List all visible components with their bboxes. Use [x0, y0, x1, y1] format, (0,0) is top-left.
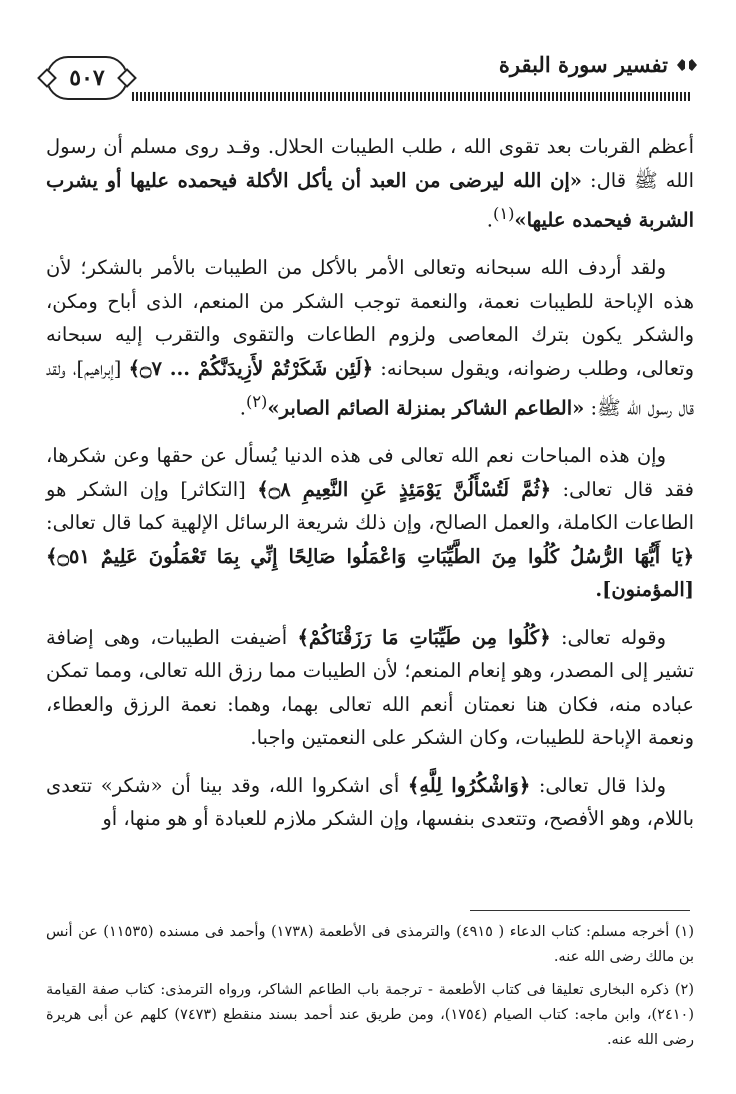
text: أى اشكروا الله، وقد بينا أن «شكر» تتعدى باللام، وهو الأفصح، وتتعدى بنفسها، وإن الشكر ملازم للعبادة أو هو منها، أو: [46, 773, 694, 830]
footnotes: [46, 920, 694, 1061]
running-title-text: تفسير سورة البقرة: [498, 52, 668, 77]
quran-verse: ﴿لَئِن شَكَرْتُمْ لأَزِيدَنَّكُمْ ... ۝٧﴾: [128, 356, 374, 380]
paragraph-2: [46, 251, 694, 425]
text: .: [239, 396, 246, 420]
header-rule: [132, 92, 692, 101]
hadith-quote: «إن الله ليرضى من العبد أن يأكل الأكلة فيحمده عليها أو يشرب الشربة فيحمده عليها»: [46, 168, 694, 232]
running-title: [499, 52, 698, 77]
quran-verse: ﴿يَا أَيُّهَا الرُّسُلُ كُلُوا مِنَ الطَّيِّبَاتِ وَاعْمَلُوا صَالِحًا إِنِّي بِمَا تَعْمَلُونَ عَلِيمٌ ۝٥١﴾: [46, 544, 694, 568]
footnote-2: (٢) ذكره البخارى تعليقا فى كتاب الأطعمة - ترجمة باب الطاعم الشاكر، ورواه الترمذى: كتاب صفة القيامة (٢٤١٠)، وابن ماجه: كتاب الصيام (١٧٥٤)، ومن طريق عند أحمد بسند منقطع (٧٤٧٣) كلهم عن أبى هريرة رضى الله عنه.: [46, 982, 694, 1048]
paragraph-5: [46, 769, 694, 836]
footnote-1: (١) أخرجه مسلم: كتاب الدعاء ( ٤٩١٥) والترمذى فى الأطعمة (١٧٣٨) وأحمد فى مسنده (١١٥٣٥) عن أنس بن مالك رضى الله عنه.: [46, 924, 694, 965]
footnote-separator: [470, 910, 690, 911]
text: أضيفت الطيبات، وهى إضافة تشير إلى المصدر، وهو إنعام المنعم؛ لأن الطيبات مما رزق الله تعالى، ومما تمكن عباده منه، فكان هنا نعمتان أنعم الله تعالى بهما، وهما: نعمة الرزق والعطاء، ونعمة الإباحة للطيبات، وكان الشكر على النعمتين واجبا.: [46, 625, 694, 749]
text: [التكاثر] وإن الشكر هو الطاعات الكاملة، والعمل الصالح، وإن ذلك شريعة الرسائل الإلهية كما قال تعالى:: [46, 477, 694, 534]
text: وقوله تعالى:: [550, 625, 666, 649]
paragraph-1: [46, 130, 694, 237]
paragraph-4: [46, 621, 694, 755]
quran-verse: ﴿وَاشْكُرُوا لِلَّهِ﴾: [407, 773, 531, 797]
paragraph-3: [46, 439, 694, 607]
text: وإن هذه المباحات نعم الله تعالى فى هذه الدنيا يُسأل عن حقها وعن شكرها، فقد قال تعالى:: [46, 444, 694, 501]
book-ornament-icon: [676, 56, 698, 74]
text: أعظم القربات بعد تقوى الله ، طلب الطيبات الحلال. وقـد روى مسلم أن رسول الله ﷺ قال:: [46, 135, 695, 192]
text: [إبراهيم]، ولقد قال رسول الله ﷺ:: [46, 356, 694, 420]
text: .: [486, 208, 493, 232]
page-number: ٥٠٧: [46, 56, 128, 100]
main-text: [46, 130, 694, 850]
quran-verse: ﴿ثُمَّ لَتُسْأَلُنَّ يَوْمَئِذٍ عَنِ النَّعِيمِ ۝٨﴾: [257, 477, 552, 501]
page-header: [40, 52, 698, 112]
footnote-ref-2: (٢): [245, 392, 268, 411]
surah-ref: [المؤمنون].: [595, 578, 694, 601]
text: ولذا قال تعالى:: [530, 773, 667, 797]
quran-verse: ﴿كُلُوا مِن طَيِّبَاتِ مَا رَزَقْنَاكُمْ﴾: [297, 625, 551, 649]
text: ولقد أردف الله سبحانه وتعالى الأمر بالأكل من الطيبات بالأمر بالشكر؛ لأن هذه الإباحة للطيبات نعمة، والنعمة توجب الشكر من المنعم، الذى أباح ومكن، والشكر يكون بترك المعاصى ولزوم الطاعات والتقوى والتقرب إليه سبحانه وتعالى، وطلب رضوانه، ويقول سبحانه:: [46, 256, 694, 380]
footnote-ref-1: (١): [492, 204, 515, 223]
hadith-quote: «الطاعم الشاكر بمنزلة الصائم الصابر»: [267, 396, 585, 420]
